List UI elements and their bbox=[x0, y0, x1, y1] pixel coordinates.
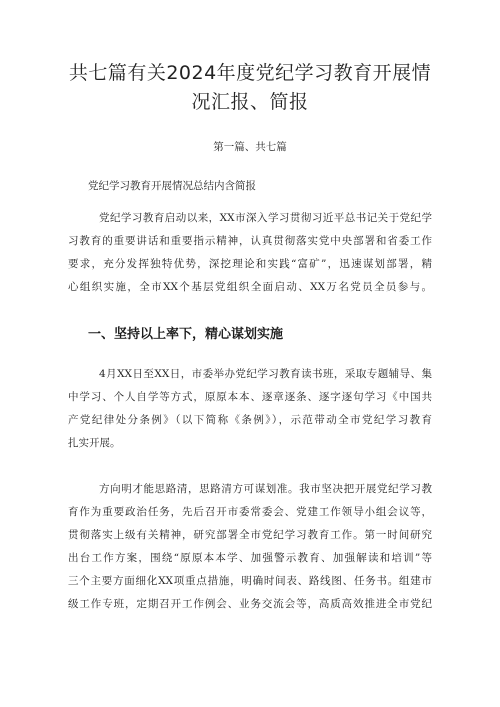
paragraph-title: 党纪学习教育开展情况总结内含简报 bbox=[88, 180, 256, 192]
document-title-line-2: 况汇报、简报 bbox=[191, 91, 309, 113]
para3-line-2: 育作为重要政治任务，先后召开市委常委会、党建工作领导小组会议等， bbox=[68, 506, 432, 518]
intro-line-1: 党纪学习教育启动以来，XX市深入学习贯彻习近平总书记关于党纪学 bbox=[99, 212, 432, 224]
intro-line-2: 习教育的重要讲话和重要指示精神，认真贯彻落实党中央部署和省委工作 bbox=[68, 235, 432, 247]
intro-line-4: 心组织实施，全市XX个基层党组织全面启动、XX万名党员全员参与。 bbox=[68, 281, 432, 293]
para3-line-6: 级工作专班，定期召开工作例会、业务交流会等，高质高效推进全市党纪 bbox=[68, 598, 432, 610]
para3-line-4: 出台工作方案，围绕“原原本本学、加强警示教育、加强解读和培训”等 bbox=[68, 552, 432, 564]
para2-line-4: 扎实开展。 bbox=[68, 437, 121, 449]
para2-line-1: 4月XX日至XX日，市委举办党纪学习教育读书班，采取专题辅导、集 bbox=[99, 368, 432, 380]
para3-line-3: 贯彻落实上级有关精神，研究部署全市党纪学习教育工作。第一时间研究 bbox=[68, 529, 432, 541]
para3-line-5: 三个主要方面细化XX项重点措施，明确时间表、路线图、任务书。组建市 bbox=[68, 575, 432, 587]
document-title-line-1: 共七篇有关2024年度党纪学习教育开展情 bbox=[68, 62, 432, 84]
para2-line-3: 产党纪律处分条例》（以下简称《条例》），示范带动全市党纪学习教育 bbox=[68, 414, 432, 426]
intro-line-3: 要求，充分发挥独特优势，深挖理论和实践“富矿”，迅速谋划部署，精 bbox=[68, 258, 432, 270]
para2-line-2: 中学习、个人自学等方式，原原本本、逐章逐条、逐字逐句学习《中国共 bbox=[68, 391, 432, 403]
para3-line-1: 方向明才能思路清，思路清方可谋划准。我市坚决把开展党纪学习教 bbox=[99, 483, 432, 495]
part-label: 第一篇、共七篇 bbox=[213, 141, 287, 153]
section-heading: 一、坚持以上率下，精心谋划实施 bbox=[88, 327, 284, 342]
